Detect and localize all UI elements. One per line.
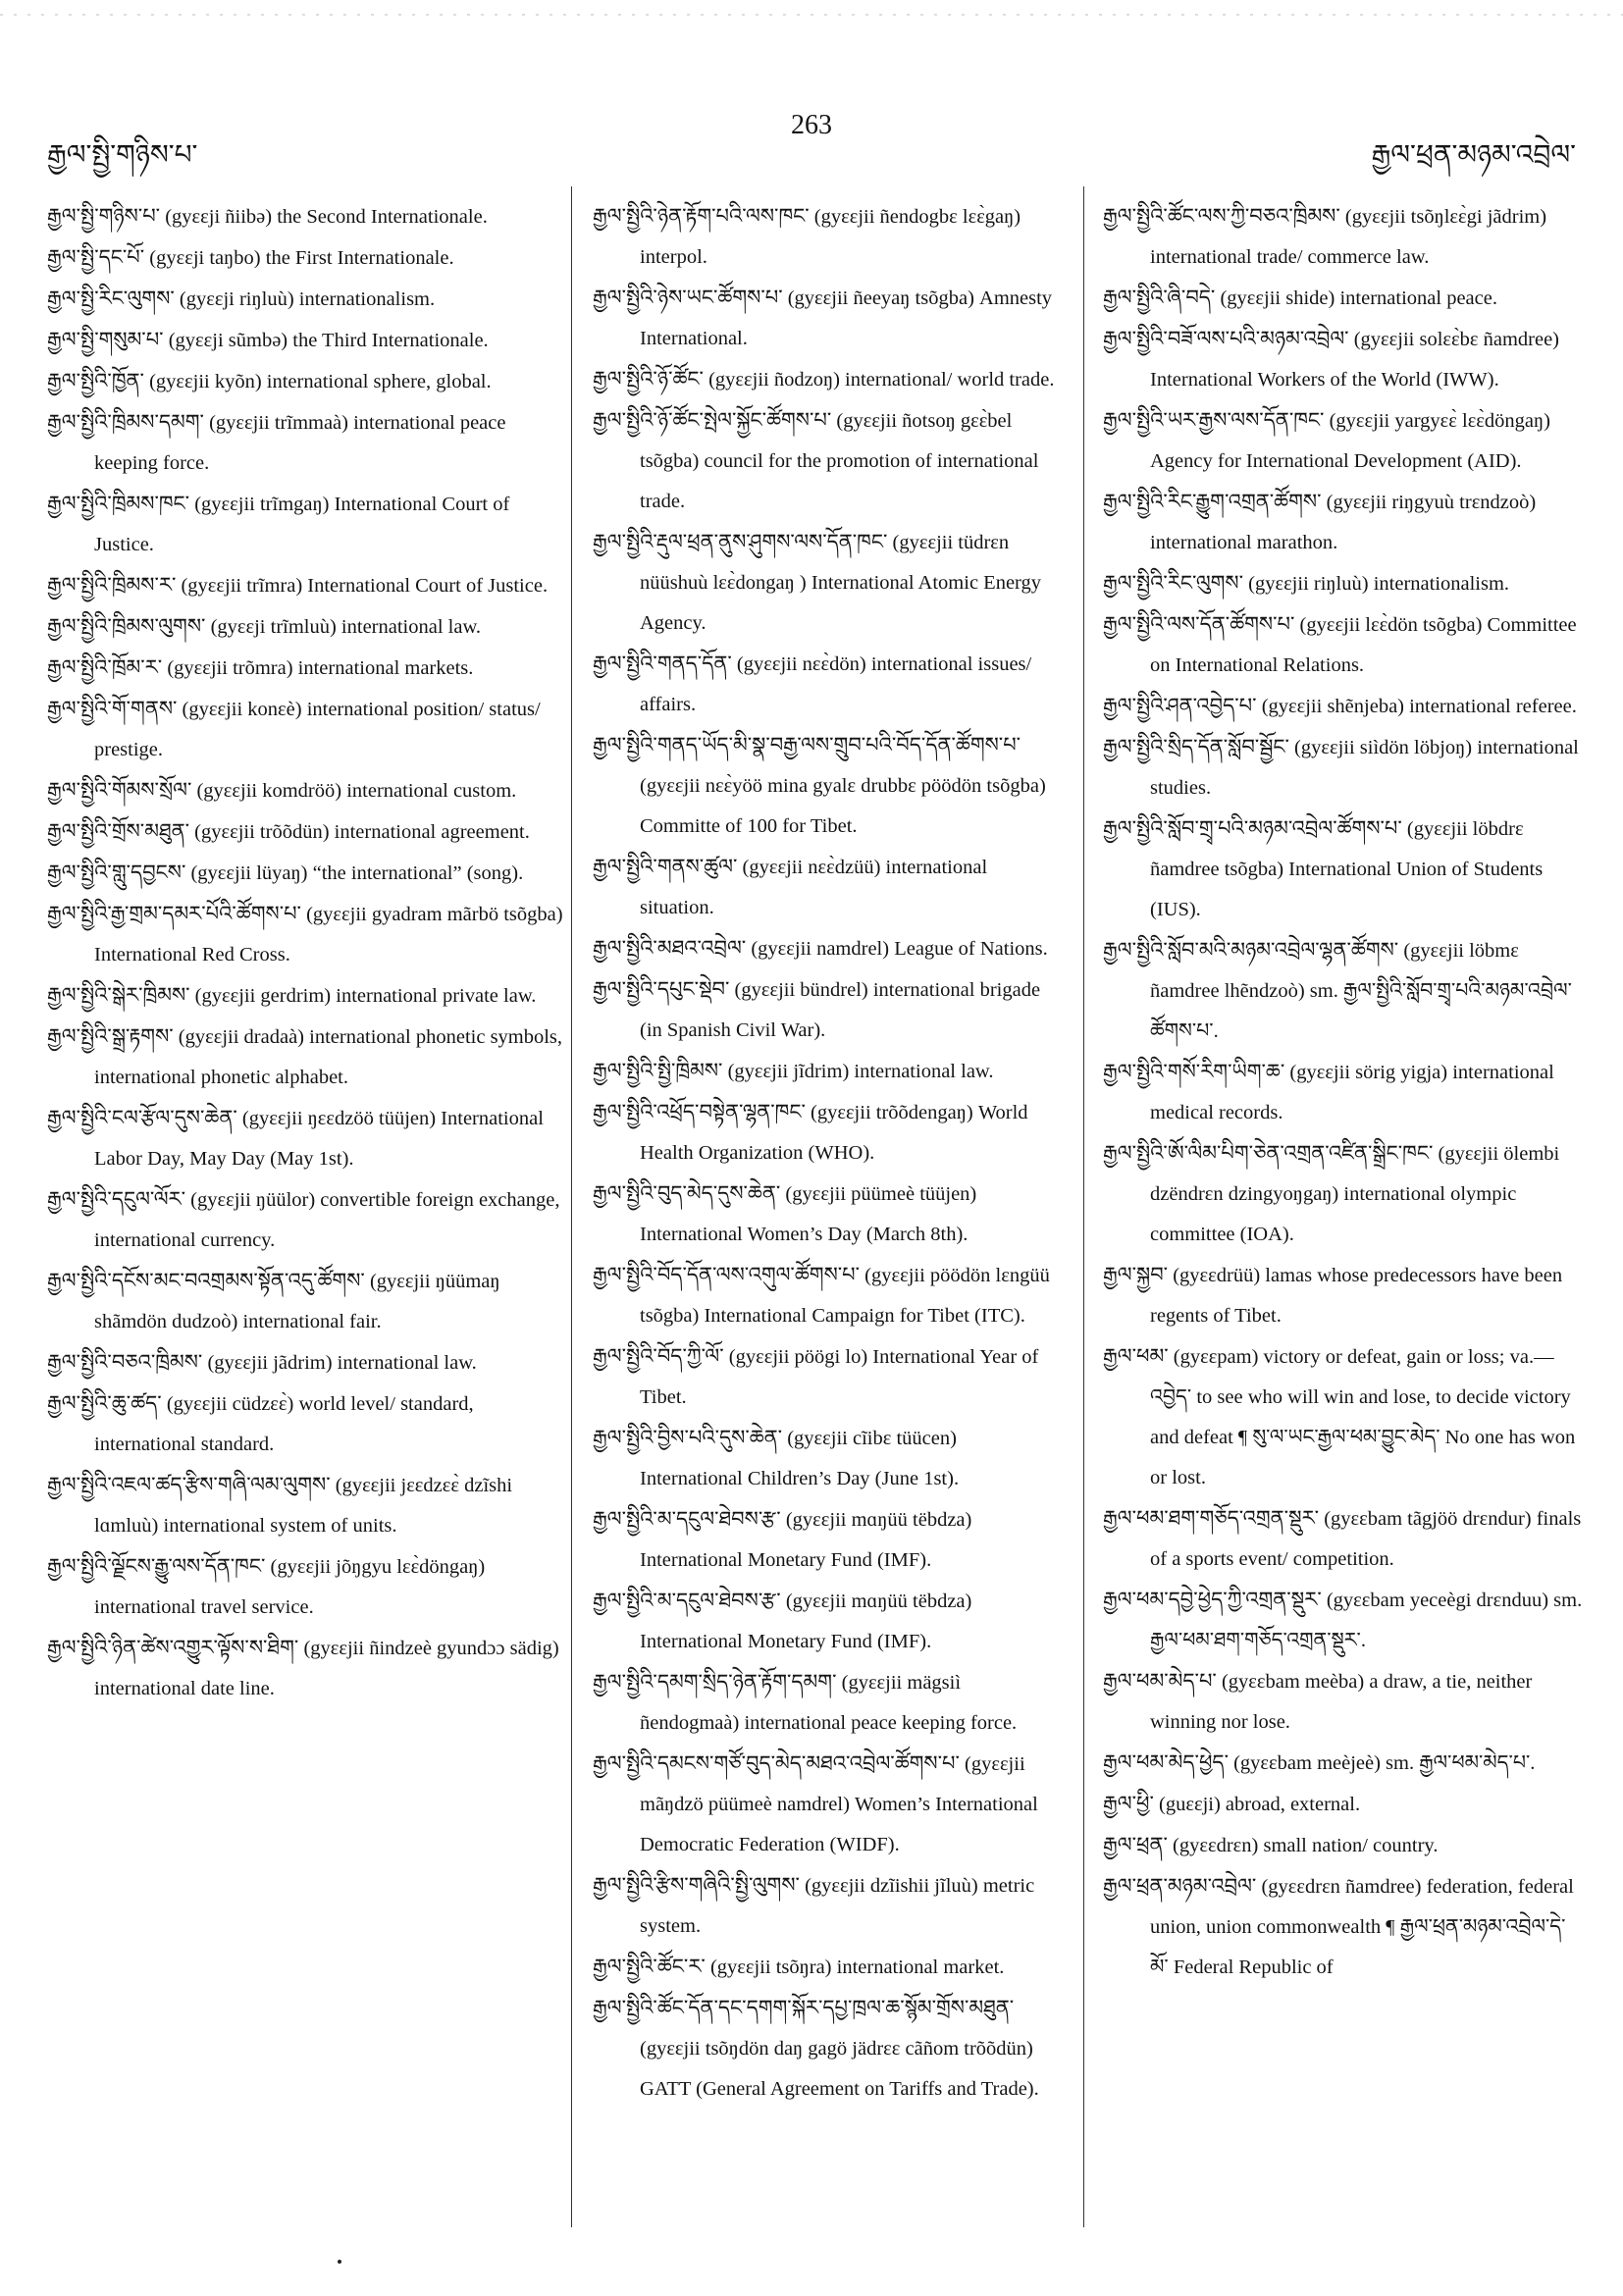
entry-headword: རྒྱལ་སྤྱིའི་གོ་གནས་ — [47, 697, 178, 720]
entry-headword: རྒྱལ་ཕྲན་ — [1103, 1833, 1168, 1856]
entry-headword: རྒྱལ་སྤྱིའི་དམག་སྲིད་ཉེན་རྟོག་དམག་ — [593, 1670, 837, 1694]
entry-definition: (gyɛɛdrüü) lamas whose predecessors have been regents of Tibet. — [1150, 1265, 1563, 1327]
scan-speck — [338, 2260, 341, 2264]
entry-definition: (gyɛɛjii konɛè) international position/ status/ prestige. — [94, 699, 541, 760]
column-divider — [1083, 186, 1084, 2227]
entry-definition: (gyɛɛjii riŋgyuù trɛndzoò) international marathon. — [1150, 492, 1537, 553]
dictionary-entry — [47, 770, 565, 811]
entry-headword: རྒྱལ་སྤྱིའི་རྒྱ་གྲམ་དམར་པོའི་ཚོགས་པ་ — [47, 902, 301, 925]
entry-headword: རྒྱལ་སྤྱིའི་ཤན་འབྱེད་པ་ — [1103, 694, 1257, 717]
dictionary-entry — [47, 853, 565, 894]
entry-definition: (gyɛɛjii nɛɛ̀dzüü) international situation. — [640, 857, 988, 918]
dictionary-entry — [47, 1261, 565, 1342]
entry-headword: རྒྱལ་སྤྱིའི་ཚོང་དོན་དང་དགག་སྐོར་དཔྱ་ཁྲལ་ཆ་སྙོམ་གྲོས་མཐུན་ — [593, 1996, 1015, 2019]
dictionary-entry — [1103, 1052, 1584, 1133]
entry-definition: (gyɛɛjii bündrel) international brigade (in Spanish Civil War). — [640, 979, 1041, 1041]
entry-headword: རྒྱལ་སྤྱིའི་ཁྲིམས་དམག་ — [47, 410, 204, 434]
entry-headword: རྒྱལ་སྤྱི་གསུམ་པ་ — [47, 328, 164, 351]
dictionary-entry — [1103, 1133, 1584, 1255]
entry-headword: རྒྱལ་སྤྱིའི་གོམས་སྲོལ་ — [47, 778, 192, 802]
dictionary-entry — [1103, 278, 1584, 319]
dictionary-entry — [593, 1581, 1056, 1662]
entry-headword: རྒྱལ་སྤྱིའི་གནད་ཡོད་མི་སྣ་བརྒྱ་ལས་གྲུབ་པའི་བོད་དོན་ཚོགས་པ་ — [593, 733, 1021, 757]
dictionary-entry — [1103, 604, 1584, 686]
entry-headword: རྒྱལ་ཕམ་མེད་ཕྱེད་ — [1103, 1750, 1229, 1774]
entry-definition: (gyɛɛji sũmbə) the Third Internationale. — [168, 330, 489, 351]
entry-definition: (gyɛɛbam meèba) a draw, a tie, neither winning nor lose. — [1150, 1671, 1533, 1733]
dictionary-entry — [1103, 727, 1584, 809]
dictionary-entry — [1103, 1825, 1584, 1866]
entry-definition: (gyɛɛjii ñendogbɛ lɛɛ̀gaŋ) interpol. — [640, 206, 1021, 268]
dictionary-entry — [593, 847, 1056, 928]
entry-definition: (gyɛɛjii trõõdün) international agreement. — [194, 821, 530, 843]
entry-headword: རྒྱལ་ཕྱི་ — [1103, 1792, 1154, 1815]
dictionary-entry — [593, 969, 1056, 1051]
dictionary-column-1 — [47, 196, 565, 2208]
entry-definition: (gyɛɛjii jãdrim) international law. — [207, 1352, 477, 1374]
entry-definition: (gyɛɛjii gerdrim) international private law. — [194, 985, 537, 1007]
dictionary-entry — [593, 1092, 1056, 1174]
entry-headword: རྒྱལ་སྤྱི་གཉིས་པ་ — [47, 204, 161, 228]
entry-headword: རྒྱལ་སྤྱིའི་རྡུལ་ཕྲན་ནུས་ཤུགས་ལས་དོན་ཁང་ — [593, 530, 888, 553]
entry-headword: རྒྱལ་སྤྱིའི་ཞི་བདེ་ — [1103, 286, 1216, 309]
entry-headword: རྒྱལ་སྤྱིའི་འཕྲོད་བསྟེན་ལྷན་ཁང་ — [593, 1100, 806, 1123]
entry-headword: རྒྱལ་སྤྱིའི་གནད་དོན་ — [593, 652, 732, 675]
dictionary-entry — [47, 237, 565, 279]
entry-headword: རྒྱལ་སྤྱིའི་ཉེས་ཡང་ཚོགས་པ་ — [593, 286, 783, 309]
entry-definition: (gyɛɛjii shide) international peace. — [1220, 287, 1497, 309]
entry-definition: (gyɛɛjii ŋüülor) convertible foreign exchange, international currency. — [94, 1189, 560, 1251]
right-running-headword: རྒྱལ་ཕྲན་མཉམ་འབྲེལ་ — [1371, 140, 1576, 171]
entry-headword: རྒྱལ་སྤྱིའི་ཡར་རྒྱས་ལས་དོན་ཁང་ — [1103, 408, 1325, 432]
dictionary-entry — [593, 1865, 1056, 1947]
scan-edge-noise — [0, 14, 1623, 16]
dictionary-entry — [47, 1465, 565, 1546]
entry-headword: རྒྱལ་སྤྱིའི་དཔུང་སྡེབ་ — [593, 977, 730, 1001]
entry-definition: (gyɛɛjii trõmra) international markets. — [167, 657, 474, 679]
entry-headword: རྒྱལ་སྤྱིའི་རྩིས་གཞིའི་སྤྱི་ལུགས་ — [593, 1873, 800, 1897]
dictionary-entry — [1103, 1866, 1584, 1988]
dictionary-entry — [1103, 1255, 1584, 1336]
dictionary-entry — [593, 1051, 1056, 1092]
entry-definition: (gyɛɛbam tãgjöö drɛndur) finals of a sports event/ competition. — [1150, 1508, 1582, 1570]
entry-headword: རྒྱལ་སྤྱིའི་བྱིས་པའི་དུས་ཆེན་ — [593, 1426, 783, 1449]
entry-definition: (gyɛɛjii pöödön lɛngüü tsõgba) International Campaign for Tibet (ITC). — [640, 1265, 1050, 1327]
entry-headword: རྒྱལ་སྤྱིའི་སློབ་མའི་མཉམ་འབྲེལ་ལྷན་ཚོགས་ — [1103, 938, 1399, 962]
dictionary-entry — [47, 1017, 565, 1098]
dictionary-entry — [593, 196, 1056, 278]
entry-headword: རྒྱལ་སྤྱིའི་ཉོ་ཚོང་སྤེལ་སྐྱོང་ཚོགས་པ་ — [593, 408, 832, 432]
entry-definition: (gyɛɛdrɛn ñamdree) federation, federal union, union commonwealth ¶ རྒྱལ་ཕྲན་མཉམ་འབྲེལ་དེ་མོ་ Federal Republic of — [1150, 1876, 1574, 1978]
dictionary-entry — [47, 279, 565, 320]
entry-headword: རྒྱལ་སྤྱིའི་སྒྲ་རྟགས་ — [47, 1024, 174, 1048]
entry-headword: རྒྱལ་སྤྱིའི་སློབ་གྲྭ་པའི་མཉམ་འབྲེལ་ཚོགས་པ་ — [1103, 816, 1402, 840]
dictionary-entry — [47, 320, 565, 361]
dictionary-entry — [47, 361, 565, 402]
entry-definition: (gyɛɛji ñiibə) the Second Internationale. — [165, 206, 488, 228]
dictionary-entry — [593, 400, 1056, 522]
entry-definition: (gyɛɛjii trõõdengaŋ) World Health Organization (WHO). — [640, 1102, 1028, 1164]
dictionary-entry — [1103, 930, 1584, 1052]
entry-definition: (gyɛɛjii trĩmra) International Court of Justice. — [181, 575, 549, 597]
entry-definition: (gyɛɛjii jɛɛdzɛɛ̀ dzĩshi lɑmluù) international system of units. — [94, 1475, 513, 1537]
dictionary-entry — [47, 196, 565, 237]
entry-headword: རྒྱལ་སྤྱིའི་ལས་དོན་ཚོགས་པ་ — [1103, 612, 1295, 636]
entry-headword: རྒྱལ་སྤྱིའི་རིང་རྒྱུག་འགྲན་ཚོགས་ — [1103, 490, 1322, 513]
dictionary-entry — [47, 648, 565, 689]
entry-definition: (gyɛɛjii siìdön löbjoŋ) international studies. — [1150, 737, 1579, 799]
entry-headword: རྒྱལ་ཕམ་ — [1103, 1344, 1169, 1368]
entry-headword: རྒྱལ་སྤྱིའི་སྤྱི་ཁྲིམས་ — [593, 1059, 723, 1082]
entry-headword: རྒྱལ་སྤྱིའི་དམངས་གཙོ་བུད་མེད་མཐའ་འབྲེལ་ཚོགས་པ་ — [593, 1751, 960, 1775]
entry-definition: (gyɛɛjii ñeeyaŋ tsõgba) Amnesty International. — [640, 287, 1053, 349]
entry-definition: (gyɛɛjii püümeè tüüjen) International Women’s Day (March 8th). — [640, 1183, 977, 1245]
dictionary-entry — [593, 359, 1056, 400]
entry-definition: (gyɛɛjii dzĩishii jĩluù) metric system. — [640, 1875, 1035, 1937]
entry-headword: རྒྱལ་སྤྱིའི་བུད་མེད་དུས་ཆེན་ — [593, 1181, 781, 1205]
entry-headword: རྒྱལ་སྤྱིའི་ཉེན་རྟོག་པའི་ལས་ཁང་ — [593, 204, 810, 228]
entry-definition: (gyɛɛjii jõŋgyu lɛɛ̀döngaŋ) international travel service. — [94, 1556, 486, 1618]
entry-headword: རྒྱལ་སྤྱིའི་ཆུ་ཚད་ — [47, 1391, 162, 1415]
dictionary-entry — [47, 1179, 565, 1261]
entry-headword: རྒྱལ་སྐྱབ་ — [1103, 1263, 1169, 1286]
dictionary-entry — [1103, 686, 1584, 727]
entry-definition: (gyɛɛbam meèjeè) sm. རྒྱལ་ཕམ་མེད་པ་. — [1233, 1752, 1536, 1774]
entry-definition: (gyɛɛjii löbdrɛ ñamdree tsõgba) International Union of Students (IUS). — [1150, 818, 1544, 920]
entry-definition: (gyɛɛjii kyõn) international sphere, global. — [149, 371, 492, 392]
dictionary-entry — [593, 725, 1056, 847]
dictionary-entry — [593, 644, 1056, 725]
entry-headword: རྒྱལ་སྤྱིའི་ཨོ་ལིམ་པིག་ཅེན་འགྲན་འཛིན་སྒྲིང་ཁང་ — [1103, 1141, 1434, 1165]
entry-definition: (gyɛɛjii riŋluù) internationalism. — [1248, 573, 1510, 595]
page-header — [0, 110, 1623, 169]
entry-headword: རྒྱལ་སྤྱིའི་མ་དངུལ་ཐེབས་རྩ་ — [593, 1507, 781, 1531]
dictionary-entry — [593, 522, 1056, 644]
dictionary-entry — [593, 1174, 1056, 1255]
entry-definition: (gyɛɛjii shẽnjeba) international referee. — [1261, 696, 1577, 717]
dictionary-entry — [593, 278, 1056, 359]
dictionary-entry — [47, 689, 565, 770]
dictionary-entry — [593, 1336, 1056, 1418]
entry-definition: (gyɛɛjii ñodzoŋ) international/ world trade. — [708, 369, 1055, 391]
dictionary-entry — [47, 1098, 565, 1179]
entry-definition: (gyɛɛjii ñindzeè gyundɔɔ sädig) international date line. — [94, 1638, 559, 1699]
dictionary-entry — [47, 811, 565, 853]
dictionary-entry — [593, 1744, 1056, 1865]
entry-definition: (gyɛɛji riŋluù) internationalism. — [179, 288, 436, 310]
entry-headword: རྒྱལ་སྤྱིའི་འཇལ་ཚད་རྩིས་གཞི་ལམ་ལུགས་ — [47, 1473, 331, 1496]
entry-definition: (gyɛɛjii lɛɛ̀dön tsõgba) Committee on International Relations. — [1150, 614, 1577, 676]
entry-definition: (gyɛɛjii tsõŋlɛɛ̀gi jãdrim) international trade/ commerce law. — [1150, 206, 1547, 268]
dictionary-entry — [47, 1342, 565, 1383]
entry-headword: རྒྱལ་སྤྱིའི་ངལ་རྩོལ་དུས་ཆེན་ — [47, 1106, 237, 1129]
entry-headword: རྒྱལ་སྤྱིའི་བོད་ཀྱི་ལོ་ — [593, 1344, 724, 1368]
entry-definition: (gyɛɛjii ñotsoŋ gɛɛ̀bel tsõgba) council for the promotion of international trade. — [640, 410, 1039, 512]
dictionary-entry — [1103, 1743, 1584, 1784]
entry-definition: (gyɛɛjii yargyɛɛ̀ lɛɛ̀döngaŋ) Agency for International Development (AID). — [1150, 410, 1550, 472]
entry-definition: (gyɛɛpam) victory or defeat, gain or loss; va.—འབྱེད་ to see who will win and lose, to decide victory and defeat ¶ སུ་ལ་ཡང་རྒྱལ་ཕམ་བྱུང་མེད་ No one has won or lost. — [1150, 1346, 1576, 1488]
entry-definition: (gyɛɛjii mɑŋüü tëbdza) International Monetary Fund (IMF). — [640, 1591, 972, 1652]
dictionary-entry — [47, 484, 565, 565]
entry-definition: (gyɛɛdrɛn) small nation/ country. — [1173, 1835, 1439, 1856]
entry-definition: (gyɛɛjii ŋɛɛdzöö tüüjen) International Labor Day, May Day (May 1st). — [94, 1108, 544, 1170]
dictionary-entry — [1103, 809, 1584, 930]
entry-headword: རྒྱལ་སྤྱིའི་ཉོ་ཚོང་ — [593, 367, 704, 391]
entry-headword: རྒྱལ་སྤྱིའི་གསོ་རིག་ཡིག་ཆ་ — [1103, 1060, 1285, 1083]
left-running-headword: རྒྱལ་སྤྱི་གཉིས་པ་ — [47, 140, 198, 171]
dictionary-entry — [1103, 482, 1584, 563]
dictionary-entry — [1103, 1661, 1584, 1743]
entry-headword: རྒྱལ་སྤྱིའི་དངུལ་ལོར་ — [47, 1187, 186, 1211]
entry-definition: (gyɛɛjii sörig yigja) international medical records. — [1150, 1062, 1554, 1123]
dictionary-entry — [47, 1546, 565, 1628]
entry-headword: རྒྱལ་སྤྱིའི་གླུ་དབྱངས་ — [47, 861, 186, 884]
dictionary-entry — [1103, 1498, 1584, 1580]
entry-definition: (gyɛɛji trĩmluù) international law. — [210, 616, 482, 638]
entry-headword: རྒྱལ་སྤྱིའི་མཐའ་འབྲེལ་ — [593, 936, 747, 960]
entry-definition: (gyɛɛbam yeceègi drɛnduu) sm. རྒྱལ་ཕམ་ཐག་གཅོད་འགྲན་སྡུར་. — [1150, 1590, 1583, 1651]
entry-headword: རྒྱལ་སྤྱིའི་ཁྲིམས་ལུགས་ — [47, 614, 206, 638]
entry-headword: རྒྱལ་སྤྱི་རིང་ལུགས་ — [47, 287, 175, 310]
page-number: 263 — [791, 110, 832, 140]
dictionary-entry — [1103, 1784, 1584, 1825]
dictionary-entry — [47, 402, 565, 484]
dictionary-entry — [1103, 319, 1584, 400]
dictionary-entry — [593, 1947, 1056, 1988]
entry-headword: རྒྱལ་སྤྱིའི་སྲིད་དོན་སློབ་སྦྱོང་ — [1103, 735, 1289, 758]
dictionary-column-3 — [1103, 196, 1584, 2208]
entry-headword: རྒྱལ་སྤྱིའི་ཚོང་ར་ — [593, 1955, 706, 1978]
column-divider — [571, 186, 572, 2227]
entry-headword: རྒྱལ་སྤྱིའི་མ་དངུལ་ཐེབས་རྩ་ — [593, 1589, 781, 1612]
entry-definition: (gyɛɛjii tüdrɛn nüüshuù lɛɛ̀dongaŋ ) International Atomic Energy Agency. — [640, 532, 1041, 634]
entry-definition: (gyɛɛjii mãŋdzö püümeè namdrel) Women’s International Democratic Federation (WIDF). — [640, 1753, 1038, 1855]
entry-definition: (gyɛɛjii komdröö) international custom. — [196, 780, 517, 802]
dictionary-entry — [1103, 196, 1584, 278]
entry-headword: རྒྱལ་སྤྱིའི་རིང་ལུགས་ — [1103, 571, 1244, 595]
entry-definition: (gyɛɛjii cĩibɛ tüücen) International Children’s Day (June 1st). — [640, 1428, 960, 1489]
entry-headword: རྒྱལ་སྤྱིའི་དངོས་མང་བའགྲམས་སྟོན་འདུ་ཚོགས་ — [47, 1269, 365, 1292]
dictionary-entry — [593, 1418, 1056, 1499]
entry-definition: (gyɛɛjii lüyaŋ) “the international” (song). — [190, 862, 524, 884]
entry-headword: རྒྱལ་ཕྲན་མཉམ་འབྲེལ་ — [1103, 1874, 1257, 1898]
entry-definition: (gyɛɛji taŋbo) the First Internationale. — [149, 247, 454, 269]
dictionary-entry — [1103, 1580, 1584, 1661]
entry-definition: (gyɛɛjii cüdzɛɛ̀) world level/ standard, international standard. — [94, 1393, 474, 1455]
entry-definition: (gyɛɛjii dradaà) international phonetic symbols, international phonetic alphabet. — [94, 1026, 563, 1088]
dictionary-entry — [47, 565, 565, 606]
entry-headword: རྒྱལ་སྤྱིའི་བཅའ་ཁྲིམས་ — [47, 1350, 203, 1374]
entry-definition: (gyɛɛjii gyadram mãrbö tsõgba) International Red Cross. — [94, 904, 563, 965]
entry-headword: རྒྱལ་སྤྱིའི་གྲོས་མཐུན་ — [47, 819, 190, 843]
dictionary-entry — [1103, 1336, 1584, 1498]
entry-headword: རྒྱལ་སྤྱིའི་ལྗོངས་རྒྱུ་ལས་དོན་ཁང་ — [47, 1554, 266, 1578]
entry-definition: (gyɛɛjii tsõŋdön daŋ gagö jädrɛɛ cãñom trõõdün) GATT (General Agreement on Tariffs and Trade). — [640, 2038, 1039, 2100]
entry-headword: རྒྱལ་སྤྱིའི་ཁྲོམ་ར་ — [47, 655, 163, 679]
entry-definition: (gyɛɛjii trĩmgaŋ) International Court of Justice. — [94, 494, 510, 555]
entry-headword: རྒྱལ་སྤྱི་དང་པོ་ — [47, 245, 145, 269]
entry-definition: (gyɛɛjii nɛɛ̀yöö mina gyalɛ drubbɛ pöödön tsõgba) Committe of 100 for Tibet. — [640, 775, 1046, 837]
entry-headword: རྒྱལ་སྤྱིའི་གནས་ཚུལ་ — [593, 855, 738, 878]
dictionary-entry — [593, 928, 1056, 969]
dictionary-entry — [593, 1255, 1056, 1336]
entry-headword: རྒྱལ་སྤྱིའི་ཁྱོན་ — [47, 369, 144, 392]
dictionary-entry — [593, 1988, 1056, 2110]
dictionary-entry — [47, 1628, 565, 1709]
dictionary-entry — [593, 1499, 1056, 1581]
dictionary-entry — [47, 606, 565, 648]
entry-definition: (gyɛɛjii solɛɛ̀bɛ ñamdree) International Workers of the World (IWW). — [1150, 329, 1559, 391]
entry-definition: (gyɛɛjii ŋüümaŋ shãmdön dudzoò) international fair. — [94, 1271, 500, 1332]
entry-definition: (gyɛɛjii tsõŋra) international market. — [709, 1957, 1005, 1978]
entry-headword: རྒྱལ་སྤྱིའི་བཟོ་ལས་པའི་མཉམ་འབྲེལ་ — [1103, 327, 1349, 350]
entry-headword: རྒྱལ་སྤྱིའི་ཁྲིམས་ར་ — [47, 573, 177, 597]
dictionary-entry — [593, 1662, 1056, 1744]
entry-headword: རྒྱལ་སྤྱིའི་སྒེར་ཁྲིམས་ — [47, 983, 190, 1007]
entry-definition: (guɛɛji) abroad, external. — [1159, 1794, 1361, 1815]
entry-definition: (gyɛɛjii ölembi dzëndrɛn dzingyoŋgaŋ) international olympic committee (IOA). — [1150, 1143, 1560, 1245]
entry-definition: (gyɛɛjii mägsiì ñendogmaà) international peace keeping force. — [640, 1672, 1018, 1734]
entry-headword: རྒྱལ་ཕམ་ཐག་གཅོད་འགྲན་སྡུར་ — [1103, 1506, 1320, 1530]
entry-headword: རྒྱལ་ཕམ་མེད་པ་ — [1103, 1669, 1217, 1693]
entry-definition: (gyɛɛjii trĩmmaà) international peace keeping force. — [94, 412, 506, 474]
dictionary-entry — [1103, 400, 1584, 482]
entry-headword: རྒྱལ་སྤྱིའི་བོད་དོན་ལས་འགུལ་ཚོགས་པ་ — [593, 1263, 861, 1286]
dictionary-column-2 — [593, 196, 1056, 2208]
entry-headword: རྒྱལ་སྤྱིའི་ཚོང་ལས་ཀྱི་བཅའ་ཁྲིམས་ — [1103, 204, 1340, 228]
dictionary-entry — [1103, 563, 1584, 604]
dictionary-entry — [47, 975, 565, 1017]
entry-definition: (gyɛɛjii nɛɛ̀dön) international issues/ affairs. — [640, 653, 1032, 715]
entry-headword: རྒྱལ་སྤྱིའི་ཉིན་ཚེས་འགྱུར་ལྟོས་ས་ཐིག་ — [47, 1636, 299, 1659]
entry-definition: (gyɛɛjii namdrel) League of Nations. — [751, 938, 1048, 960]
dictionary-entry — [47, 894, 565, 975]
entry-definition: (gyɛɛjii löbmɛ ñamdree lhẽndzoò) sm. རྒྱལ་སྤྱིའི་སློབ་གྲྭ་པའི་མཉམ་འབྲེལ་ཚོགས་པ་. — [1150, 940, 1572, 1042]
entry-definition: (gyɛɛjii pöögi lo) International Year of Tibet. — [640, 1346, 1039, 1408]
entry-headword: རྒྱལ་སྤྱིའི་ཁྲིམས་ཁང་ — [47, 492, 190, 515]
dictionary-entry — [47, 1383, 565, 1465]
entry-headword: རྒྱལ་ཕམ་དབྱེ་ཕྱེད་ཀྱི་འགྲན་སྡུར་ — [1103, 1588, 1322, 1611]
entry-definition: (gyɛɛjii jĩdrim) international law. — [727, 1061, 994, 1082]
entry-definition: (gyɛɛjii mɑŋüü tëbdza) International Monetary Fund (IMF). — [640, 1509, 972, 1571]
